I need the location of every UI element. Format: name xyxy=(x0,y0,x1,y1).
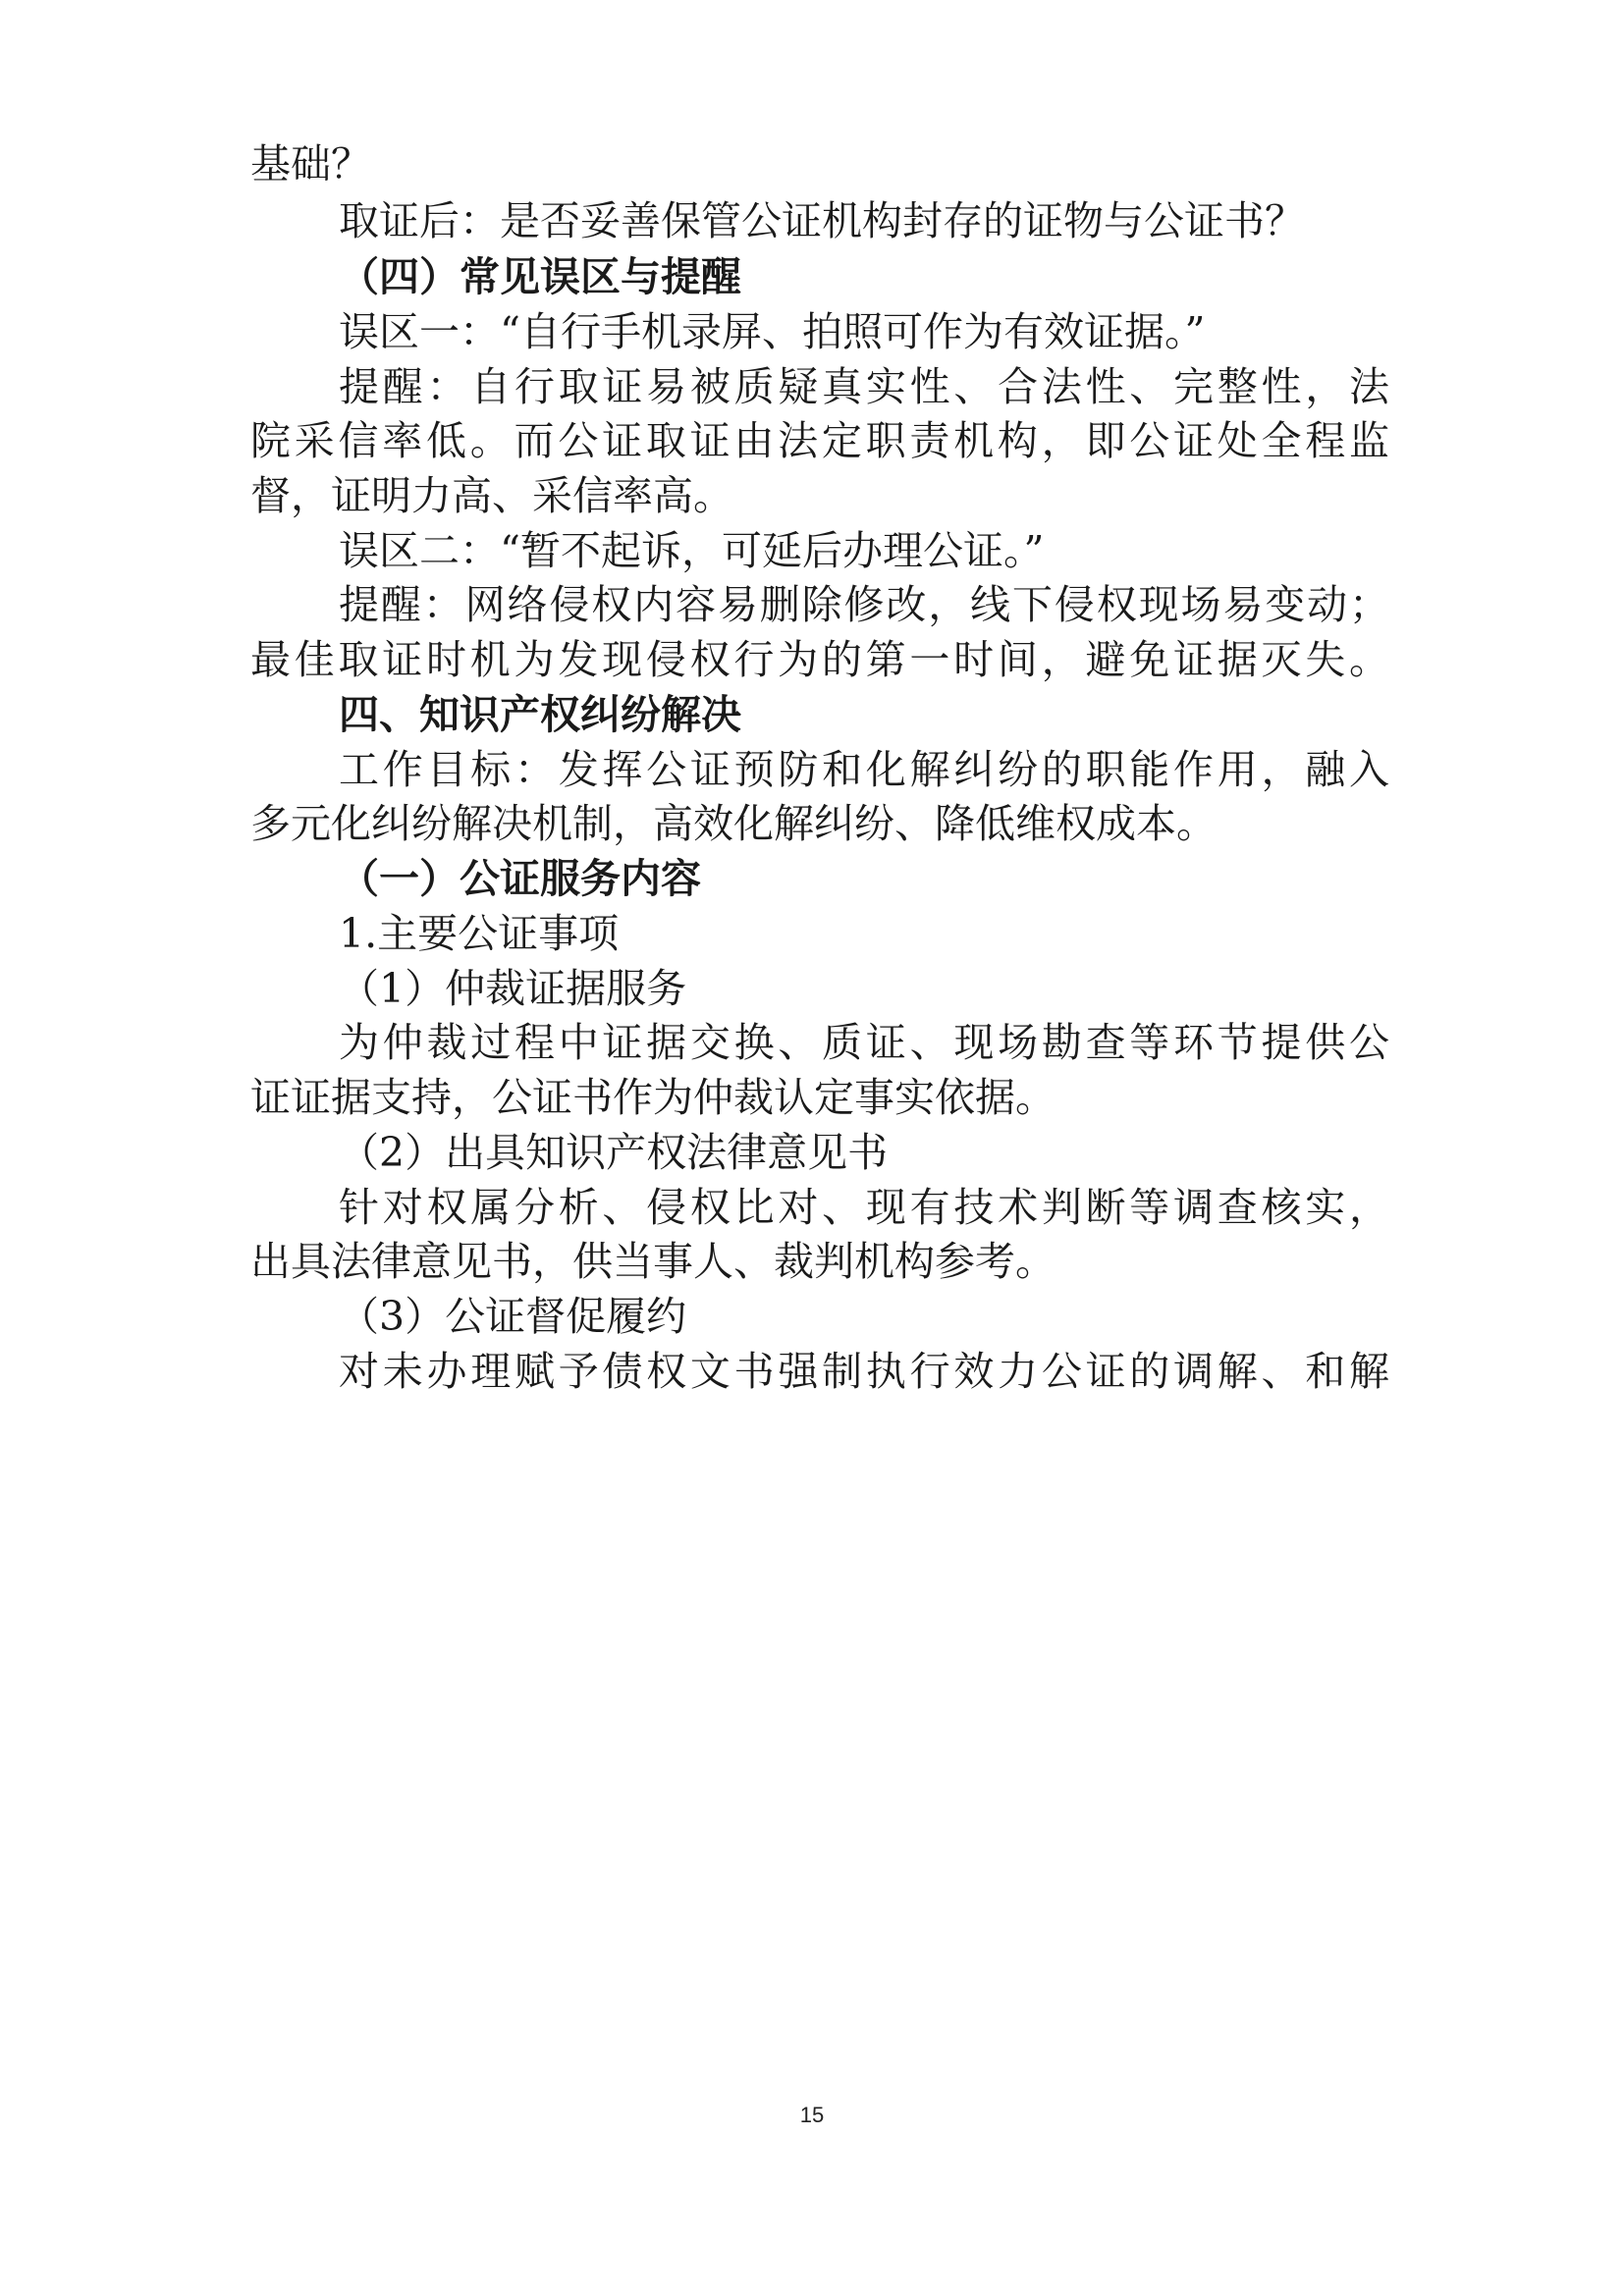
text-line: 院采信率低。而公证取证由法定职责机构，即公证处全程监 xyxy=(250,417,1389,464)
text-line: 出具法律意见书，供当事人、裁判机构参考。 xyxy=(250,1238,1056,1285)
text-line: 督，证明力高、采信率高。 xyxy=(250,472,733,519)
text-line: 针对权属分析、侵权比对、现有技术判断等调查核实， xyxy=(339,1184,1389,1231)
text-line: 对未办理赋予债权文书强制执行效力公证的调解、和解 xyxy=(339,1348,1389,1395)
text-line: 最佳取证时机为发现侵权行为的第一时间，避免证据灭失。 xyxy=(250,636,1389,683)
section-subheading: （一）公证服务内容 xyxy=(339,855,701,902)
text-line: 证证据支持，公证书作为仲裁认定事实依据。 xyxy=(250,1074,1056,1121)
text-line: （3）公证督促履约 xyxy=(339,1293,687,1340)
text-line: 1.主要公证事项 xyxy=(339,910,620,957)
text-line: （2）出具知识产权法律意见书 xyxy=(339,1129,889,1176)
text-line: 工作目标：发挥公证预防和化解纠纷的职能作用，融入 xyxy=(339,746,1389,793)
text-line: 基础？ xyxy=(250,140,371,187)
section-subheading: （四）常见误区与提醒 xyxy=(339,253,741,300)
text-line: 取证后：是否妥善保管公证机构封存的证物与公证书？ xyxy=(339,197,1305,244)
text-line: 误区二：“暂不起诉，可延后办理公证。” xyxy=(339,527,1045,574)
text-line: 误区一：“自行手机录屏、拍照可作为有效证据。” xyxy=(339,308,1206,355)
text-line: 为仲裁过程中证据交换、质证、现场勘查等环节提供公 xyxy=(339,1019,1389,1066)
section-heading: 四、知识产权纠纷解决 xyxy=(339,691,741,738)
text-line: （1）仲裁证据服务 xyxy=(339,965,687,1012)
text-line: 提醒：网络侵权内容易删除修改，线下侵权现场易变动； xyxy=(339,581,1389,628)
text-line: 提醒：自行取证易被质疑真实性、合法性、完整性，法 xyxy=(339,363,1389,410)
page-number: 15 xyxy=(799,2103,825,2127)
text-line: 多元化纠纷解决机制，高效化解纠纷、降低维权成本。 xyxy=(250,800,1217,847)
